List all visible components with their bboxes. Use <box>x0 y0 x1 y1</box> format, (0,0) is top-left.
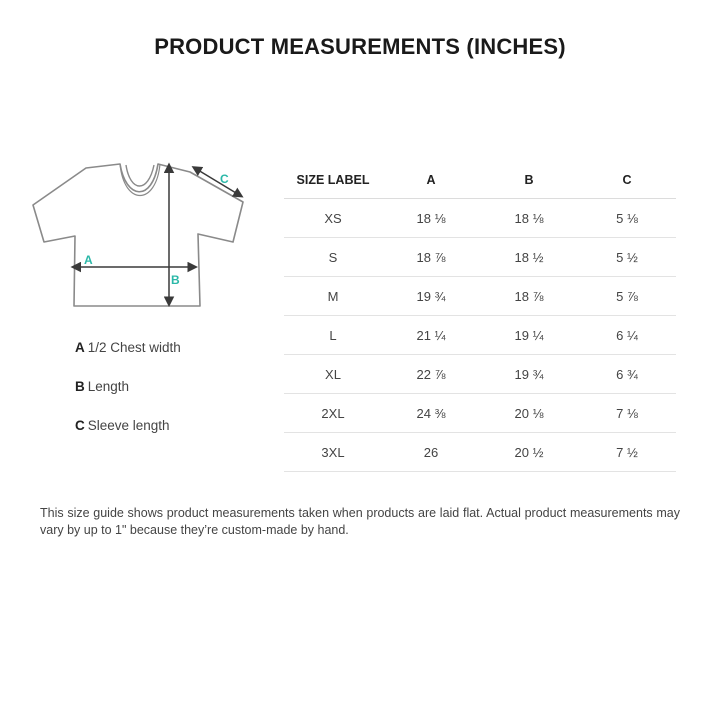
table-cell: 19 ¾ <box>480 355 578 394</box>
table-cell: XS <box>284 199 382 238</box>
table-row <box>284 238 676 277</box>
size-table <box>284 162 676 472</box>
table-cell: 22 ⅞ <box>382 355 480 394</box>
measurement-legend <box>75 340 181 457</box>
table-row <box>284 316 676 355</box>
table-cell: 18 ⅛ <box>480 199 578 238</box>
legend-item <box>75 340 181 379</box>
table-cell: 18 ½ <box>480 238 578 277</box>
table-cell: 21 ¼ <box>382 316 480 355</box>
table-cell: 6 ¾ <box>578 355 676 394</box>
legend-text: Sleeve length <box>87 418 170 433</box>
table-cell: 18 ⅞ <box>382 238 480 277</box>
table-row <box>284 394 676 433</box>
table-cell: 18 ⅞ <box>480 277 578 316</box>
label-b: B <box>171 273 180 287</box>
tshirt-diagram <box>28 160 258 310</box>
table-cell: 26 <box>382 433 480 472</box>
legend-item <box>75 379 181 418</box>
table-cell: 24 ⅜ <box>382 394 480 433</box>
table-cell: 5 ⅛ <box>578 199 676 238</box>
column-header: C <box>578 162 676 199</box>
table-cell: 7 ⅛ <box>578 394 676 433</box>
table-cell: 5 ⅞ <box>578 277 676 316</box>
table-cell: 3XL <box>284 433 382 472</box>
table-row <box>284 433 676 472</box>
table-cell: M <box>284 277 382 316</box>
table-header-row <box>284 162 676 199</box>
table-row <box>284 277 676 316</box>
table-cell: 7 ½ <box>578 433 676 472</box>
table-cell: 20 ½ <box>480 433 578 472</box>
table-cell: S <box>284 238 382 277</box>
column-header: A <box>382 162 480 199</box>
table-cell: L <box>284 316 382 355</box>
table-cell: 18 ⅛ <box>382 199 480 238</box>
legend-key: A <box>75 340 85 355</box>
legend-text: 1/2 Chest width <box>87 340 181 355</box>
label-c: C <box>220 172 229 186</box>
column-header: SIZE LABEL <box>284 162 382 199</box>
legend-text: Length <box>87 379 130 394</box>
size-guide-note: This size guide shows product measurements taken when products are laid flat. Actual product measurements may vary by up to 1" because they’re custom-made by hand. <box>40 506 680 537</box>
table-cell: 19 ¾ <box>382 277 480 316</box>
legend-item <box>75 418 181 457</box>
table-cell: 20 ⅛ <box>480 394 578 433</box>
table-cell: 19 ¼ <box>480 316 578 355</box>
table-cell: 2XL <box>284 394 382 433</box>
legend-key: C <box>75 418 85 433</box>
neckline-shape <box>126 165 154 186</box>
table-cell: XL <box>284 355 382 394</box>
table-row <box>284 199 676 238</box>
table-row <box>284 355 676 394</box>
table-cell: 6 ¼ <box>578 316 676 355</box>
page-title: PRODUCT MEASUREMENTS (INCHES) <box>154 34 566 59</box>
label-a: A <box>84 253 93 267</box>
column-header: B <box>480 162 578 199</box>
legend-key: B <box>75 379 85 394</box>
table-cell: 5 ½ <box>578 238 676 277</box>
